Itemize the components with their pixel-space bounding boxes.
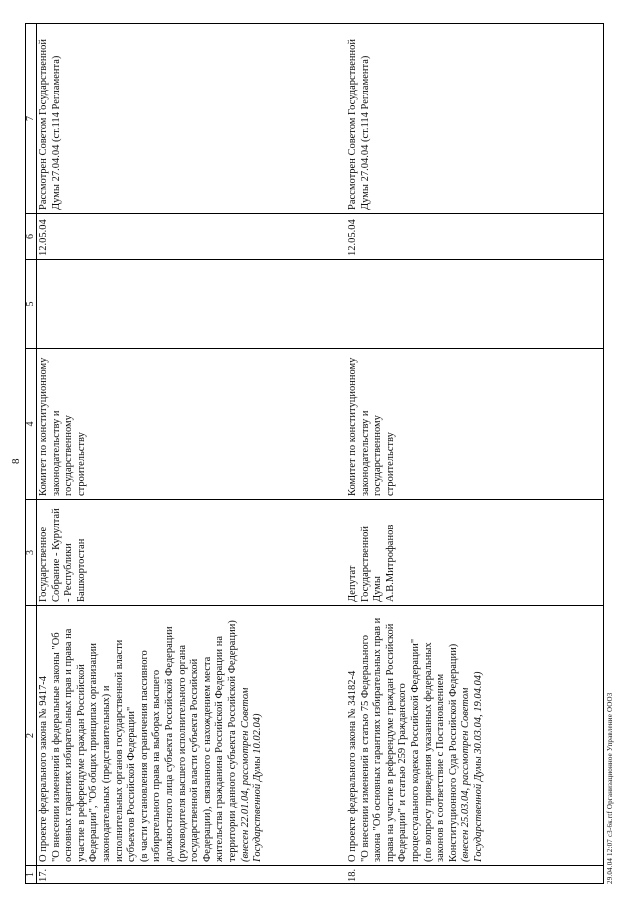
initiator-cell: Депутат Государственной Думы А.В.Митрофанов [346,500,604,606]
bill-body: "О внесении изменений в федеральные законы "Об основных гарантиях избирательных прав и права на участие в референдуме граждан Российской Федерации", "Об общих принципах организации законодательных (представительных) и исполнительных органов государственной власти субъектов Российской Федерации" (в части установления ограничения пассивного избирательного права на выборах высшего должностного лица субъекта Российской Федерации (руководителя высшего исполнительного органа государственной власти субъекта Российской Федерации), связанного с нахождением места жительства гражданина Российской Федерации на территории данного субъекта Российской Федерации) [50,620,238,862]
bill-title: О проекте федерального закона № 34182-4 [347,670,358,862]
column-5-cell [37,260,347,349]
column-header: 4 [26,349,37,500]
table-header-row [26,24,37,884]
initiator-cell: Государственное Собрание - Курултай - Республики Башкортостан [37,500,347,606]
page-number: 8 [10,458,22,464]
date-cell: 12.05.04 [37,214,347,260]
bills-table [25,23,604,884]
bill-note: (внесен 25.03.04, рассмотрен Советом Государственной Думы 30.03.04, 19.04.04) [460,671,484,862]
bill-note: (внесен 22.01.04, рассмотрен Советом Государственной Думы 10.02.04) [239,687,264,862]
date-cell: 12.05.04 [346,214,604,260]
table-row [346,24,604,884]
bill-title: О проекте федерального закона № 9417-4 [38,675,49,862]
column-header: 1 [26,866,37,884]
status-cell: Рассмотрен Советом Государственной Думы 27.04.04 (ст.114 Регламента) [346,24,604,214]
column-header: 6 [26,214,37,260]
column-header: 3 [26,500,37,606]
table-row [37,24,347,884]
bill-description [37,606,347,866]
row-number: 18. [346,866,604,884]
column-5-cell [346,260,604,349]
committee-cell: Комитет по конституционному законодательству и государственному строительству [37,349,347,500]
column-header: 5 [26,260,37,349]
column-header: 2 [26,606,37,866]
column-header: 7 [26,24,37,214]
status-cell: Рассмотрен Советом Государственной Думы 27.04.04 (ст.114 Регламента) [37,24,347,214]
row-number: 17. [37,866,347,884]
bill-body: "О внесении изменений в статью 75 Федерального закона "Об основных гарантиях избирательных прав и права на участие в референдуме граждан Российской Федерации" и статью 259 Гражданского процессуального кодекса Российской Федерации" (по вопросу приведения указанных федеральных законов в соответствие с Постановлением Конституционного Суда Российской Федерации) [359,617,459,862]
committee-cell: Комитет по конституционному законодательству и государственному строительству [346,349,604,500]
bill-description [346,606,604,866]
document-footer: 29.04.04 12:07 сЗ-6к.rtf Организационное Управление ОООЗ [606,692,614,884]
rotated-page [10,24,620,884]
